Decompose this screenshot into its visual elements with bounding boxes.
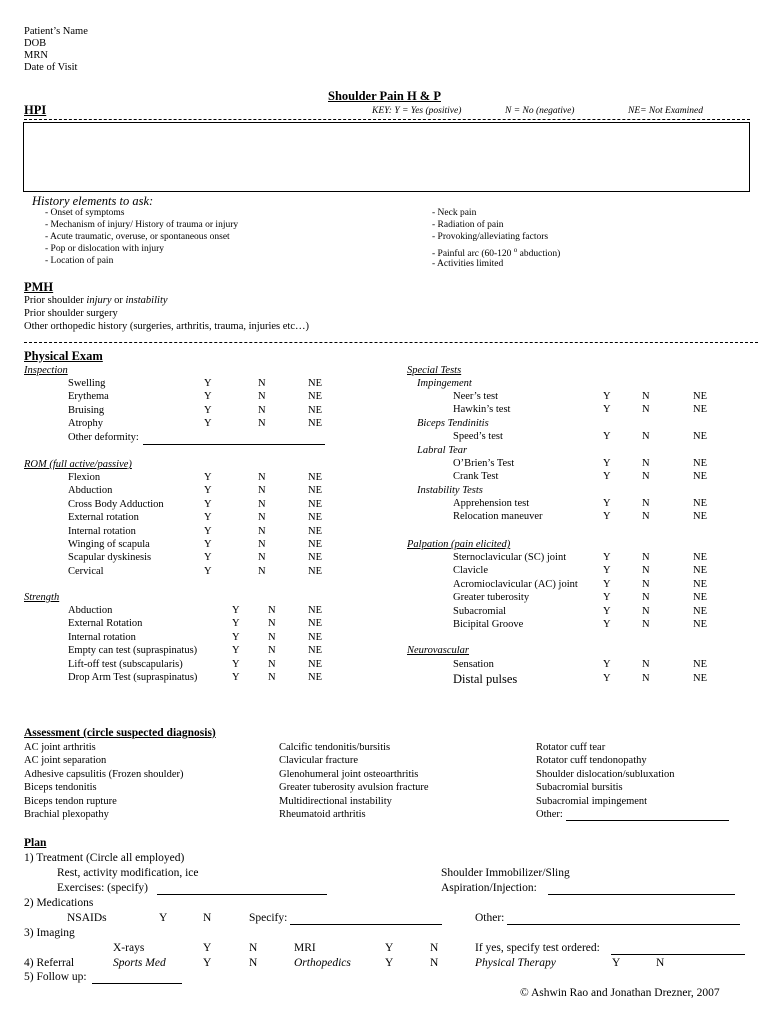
hpi-divider — [24, 119, 750, 120]
pmh-line-3: Other orthopedic history (surgeries, arthritis, trauma, injuries etc…) — [24, 321, 309, 332]
specify-line[interactable] — [290, 924, 442, 925]
strength-option-ne[interactable]: NE — [308, 645, 322, 657]
rom-option-no[interactable]: N — [258, 472, 266, 483]
palpation-option-ne[interactable]: NE — [693, 592, 707, 604]
mri-label: MRI — [294, 942, 316, 954]
strength-option-ne[interactable]: NE — [308, 605, 322, 616]
rest-option[interactable]: Rest, activity modification, ice — [57, 867, 199, 879]
diagnosis-option[interactable]: Subacromial bursitis — [536, 782, 623, 794]
other-med-line[interactable] — [507, 924, 740, 925]
palpation-option-no[interactable]: N — [642, 605, 650, 617]
key-ne: NE= Not Examined — [628, 106, 704, 116]
xrays-no[interactable]: N — [249, 942, 258, 954]
pmh-divider — [24, 342, 758, 343]
palpation-option-yes[interactable]: Y — [603, 619, 611, 630]
neuro-option-no[interactable]: N — [642, 673, 650, 684]
physical-exam-heading: Physical Exam — [24, 349, 103, 363]
strength-item: Internal rotation — [68, 631, 136, 643]
history-item: - Location of pain — [45, 256, 114, 266]
inspection-option-no[interactable]: N — [258, 391, 266, 403]
inspection-item: Bruising — [68, 404, 105, 416]
pmh-line-1: Prior shoulder injury or instability — [24, 295, 168, 306]
other-diagnosis-line[interactable] — [566, 820, 729, 821]
neuro-item: Sensation — [453, 659, 494, 670]
mri-no[interactable]: N — [430, 942, 439, 954]
impingement-label: Impingement — [417, 378, 472, 389]
rom-option-no[interactable]: N — [258, 485, 266, 497]
key-yes: KEY: Y = Yes (positive) — [372, 106, 462, 116]
rom-option-ne[interactable]: NE — [308, 498, 322, 510]
special-test-option-no[interactable]: N — [642, 458, 650, 469]
strength-option-yes[interactable]: Y — [232, 658, 240, 670]
strength-label: Strength — [24, 592, 60, 603]
inspection-option-yes[interactable]: Y — [204, 418, 212, 430]
medications-label: 2) Medications — [24, 897, 94, 909]
pmh-heading: PMH — [24, 280, 54, 294]
orthopedics-label: Orthopedics — [294, 957, 351, 969]
rom-option-yes[interactable]: Y — [204, 472, 212, 483]
neuro-option-ne[interactable]: NE — [693, 673, 707, 684]
palpation-item: Clavicle — [453, 565, 488, 577]
rom-item: External rotation — [68, 512, 139, 524]
strength-option-no[interactable]: N — [268, 618, 276, 630]
history-heading: History elements to ask: — [32, 194, 154, 208]
palpation-option-ne[interactable]: NE — [693, 565, 707, 577]
palpation-item: Bicipital Groove — [453, 619, 524, 630]
rom-option-ne[interactable]: NE — [308, 472, 322, 483]
strength-option-yes[interactable]: Y — [232, 645, 240, 657]
mrn-label: MRN — [24, 50, 48, 61]
special-test-option-yes[interactable]: Y — [603, 391, 611, 402]
form-title: Shoulder Pain H & P — [328, 89, 441, 103]
diagnosis-option[interactable]: Biceps tendon rupture — [24, 795, 117, 807]
plan-heading: Plan — [24, 837, 47, 849]
rom-option-ne[interactable]: NE — [308, 552, 322, 564]
biceps-tendinitis-label: Biceps Tendinitis — [417, 418, 489, 429]
diagnosis-option[interactable]: Other: — [536, 809, 563, 820]
rom-item: Winging of scapula — [68, 539, 150, 550]
special-test-option-ne[interactable]: NE — [693, 471, 707, 483]
inspection-option-ne[interactable]: NE — [308, 418, 322, 430]
palpation-option-ne[interactable]: NE — [693, 605, 707, 617]
history-item: - Neck pain — [432, 208, 477, 218]
rom-item: Internal rotation — [68, 525, 136, 537]
special-test-option-no[interactable]: N — [642, 391, 650, 402]
strength-option-no[interactable]: N — [268, 631, 276, 643]
special-test-option-no[interactable]: N — [642, 471, 650, 483]
rom-item: Cross Body Adduction — [68, 498, 164, 510]
palpation-option-no[interactable]: N — [642, 578, 650, 590]
imaging-label: 3) Imaging — [24, 927, 75, 939]
inspection-option-yes[interactable]: Y — [204, 378, 212, 389]
nsaids-label: NSAIDs — [67, 912, 107, 924]
palpation-item: Acromioclavicular (AC) joint — [453, 578, 578, 590]
special-test-item: Speed’s test — [453, 431, 503, 442]
aspiration-label: Aspiration/Injection: — [441, 882, 537, 894]
rom-option-yes[interactable]: Y — [204, 498, 212, 510]
strength-option-yes[interactable]: Y — [232, 618, 240, 630]
palpation-item: Subacromial — [453, 605, 507, 617]
rom-option-ne[interactable]: NE — [308, 539, 322, 550]
history-item: - Mechanism of injury/ History of trauma or injury — [45, 220, 239, 230]
pmh-line-2: Prior shoulder surgery — [24, 308, 118, 319]
hpi-heading: HPI — [24, 103, 47, 117]
diagnosis-option[interactable]: Glenohumeral joint osteoarthritis — [279, 768, 419, 780]
inspection-option-no[interactable]: N — [258, 404, 266, 416]
patient-name-label: Patient’s Name — [24, 26, 88, 37]
key-no: N = No (negative) — [505, 106, 575, 116]
palpation-option-yes[interactable]: Y — [603, 605, 611, 617]
date-of-visit-label: Date of Visit — [24, 62, 78, 73]
palpation-option-no[interactable]: N — [642, 619, 650, 630]
rom-option-yes[interactable]: Y — [204, 552, 212, 564]
exercises-line[interactable] — [157, 894, 327, 895]
palpation-option-ne[interactable]: NE — [693, 619, 707, 630]
history-item: - Pop or dislocation with injury — [45, 244, 165, 254]
rom-option-no[interactable]: N — [258, 539, 266, 550]
history-item: - Radiation of pain — [432, 220, 504, 230]
specify-label: Specify: — [249, 912, 288, 924]
special-test-item: Neer’s test — [453, 391, 498, 402]
sports-med-yes[interactable]: Y — [203, 957, 212, 969]
mri-yes[interactable]: Y — [385, 942, 394, 954]
exercises-label: Exercises: (specify) — [57, 882, 149, 894]
diagnosis-option[interactable]: Calcific tendonitis/bursitis — [279, 742, 391, 753]
rom-option-yes[interactable]: Y — [204, 485, 212, 497]
special-test-option-yes[interactable]: Y — [603, 511, 611, 523]
orthopedics-yes[interactable]: Y — [385, 957, 394, 969]
rom-option-no[interactable]: N — [258, 552, 266, 564]
neurovascular-label: Neurovascular — [407, 645, 470, 656]
xrays-yes[interactable]: Y — [203, 942, 212, 954]
diagnosis-option[interactable]: Rotator cuff tendonopathy — [536, 755, 647, 767]
neuro-option-yes[interactable]: Y — [603, 673, 611, 684]
inspection-option-ne[interactable]: NE — [308, 391, 322, 403]
special-test-item: O’Brien’s Test — [453, 458, 515, 469]
rom-label: ROM (full active/passive) — [24, 459, 132, 470]
other-med-label: Other: — [475, 912, 505, 924]
strength-option-ne[interactable]: NE — [308, 618, 322, 630]
special-test-item: Crank Test — [453, 471, 499, 483]
special-test-option-no[interactable]: N — [642, 511, 650, 523]
palpation-label: Palpation (pain elicited) — [407, 539, 511, 550]
orthopedics-no[interactable]: N — [430, 957, 439, 969]
labral-tear-label: Labral Tear — [417, 445, 468, 456]
xrays-label: X-rays — [113, 942, 145, 954]
rom-option-yes[interactable]: Y — [204, 539, 212, 550]
neuro-option-ne[interactable]: NE — [693, 659, 707, 670]
rom-option-no[interactable]: N — [258, 498, 266, 510]
diagnosis-option[interactable]: Shoulder dislocation/subluxation — [536, 768, 675, 780]
special-test-item: Hawkin’s test — [453, 404, 511, 416]
physical-therapy-label: Physical Therapy — [475, 957, 556, 969]
history-item: - Onset of symptoms — [45, 208, 125, 218]
special-test-option-ne[interactable]: NE — [693, 391, 707, 402]
special-test-option-yes[interactable]: Y — [603, 431, 611, 442]
diagnosis-option[interactable]: Biceps tendonitis — [24, 782, 97, 794]
followup-label: 5) Follow up: — [24, 971, 87, 983]
pt-yes[interactable]: Y — [612, 957, 621, 969]
inspection-option-yes[interactable]: Y — [204, 404, 212, 416]
strength-item: External Rotation — [68, 618, 143, 630]
strength-option-ne[interactable]: NE — [308, 658, 322, 670]
palpation-item: Greater tuberosity — [453, 592, 530, 604]
rom-option-no[interactable]: N — [258, 512, 266, 524]
dob-label: DOB — [24, 38, 47, 49]
copyright: © Ashwin Rao and Jonathan Drezner, 2007 — [520, 987, 720, 999]
special-test-option-yes[interactable]: Y — [603, 471, 611, 483]
strength-option-no[interactable]: N — [268, 658, 276, 670]
inspection-option-ne[interactable]: NE — [308, 378, 322, 389]
inspection-label: Inspection — [24, 365, 68, 376]
strength-option-yes[interactable]: Y — [232, 631, 240, 643]
rom-item: Cervical — [68, 565, 104, 577]
strength-item: Drop Arm Test (supraspinatus) — [68, 672, 198, 683]
special-tests-label: Special Tests — [407, 365, 462, 376]
diagnosis-option[interactable]: AC joint arthritis — [24, 742, 96, 753]
rom-item: Scapular dyskinesis — [68, 552, 152, 564]
special-test-option-no[interactable]: N — [642, 431, 650, 442]
rom-item: Flexion — [68, 472, 101, 483]
hpi-text-box[interactable] — [23, 122, 750, 192]
sports-med-label: Sports Med — [113, 957, 166, 969]
strength-option-no[interactable]: N — [268, 672, 276, 683]
diagnosis-option[interactable]: AC joint separation — [24, 755, 107, 767]
palpation-option-yes[interactable]: Y — [603, 592, 611, 604]
rom-option-yes[interactable]: Y — [204, 525, 212, 537]
special-test-option-ne[interactable]: NE — [693, 498, 707, 509]
strength-option-yes[interactable]: Y — [232, 605, 240, 616]
nsaids-yes[interactable]: Y — [159, 912, 168, 924]
special-test-option-yes[interactable]: Y — [603, 498, 611, 509]
strength-item: Lift-off test (subscapularis) — [68, 658, 183, 670]
history-item: - Activities limited — [432, 259, 504, 269]
palpation-item: Sternoclavicular (SC) joint — [453, 552, 567, 563]
assessment-heading: Assessment (circle suspected diagnosis) — [24, 727, 216, 739]
diagnosis-option[interactable]: Adhesive capsulitis (Frozen shoulder) — [24, 768, 184, 780]
palpation-option-ne[interactable]: NE — [693, 578, 707, 590]
diagnosis-option[interactable]: Brachial plexopathy — [24, 809, 109, 820]
inspection-item: Atrophy — [68, 418, 103, 430]
special-test-item: Apprehension test — [453, 498, 530, 509]
strength-option-no[interactable]: N — [268, 645, 276, 657]
referral-label: 4) Referral — [24, 957, 75, 969]
test-ordered-line[interactable] — [611, 954, 745, 955]
palpation-option-yes[interactable]: Y — [603, 565, 611, 577]
diagnosis-option[interactable]: Multidirectional instability — [279, 795, 392, 807]
treatment-label: 1) Treatment (Circle all employed) — [24, 852, 185, 864]
rom-option-yes[interactable]: Y — [204, 565, 212, 577]
inspection-option-no[interactable]: N — [258, 378, 266, 389]
nsaids-no[interactable]: N — [203, 912, 212, 924]
history-item-painful-arc: - Painful arc (60-120 $^o$ abduction) — [432, 246, 561, 260]
neuro-item: Distal pulses — [453, 672, 518, 686]
palpation-option-no[interactable]: N — [642, 552, 650, 563]
other-deformity-label: Other deformity: — [68, 431, 139, 443]
rom-item: Abduction — [68, 485, 113, 497]
rom-option-ne[interactable]: NE — [308, 525, 322, 537]
special-test-option-no[interactable]: N — [642, 404, 650, 416]
inspection-option-yes[interactable]: Y — [204, 391, 212, 403]
special-test-option-yes[interactable]: Y — [603, 404, 611, 416]
palpation-option-ne[interactable]: NE — [693, 552, 707, 563]
special-test-option-ne[interactable]: NE — [693, 431, 707, 442]
inspection-item: Erythema — [68, 391, 109, 403]
palpation-option-no[interactable]: N — [642, 565, 650, 577]
strength-option-ne[interactable]: NE — [308, 672, 322, 683]
rom-option-yes[interactable]: Y — [204, 512, 212, 524]
instability-tests-label: Instability Tests — [417, 485, 483, 496]
inspection-option-no[interactable]: N — [258, 418, 266, 430]
diagnosis-option[interactable]: Subacromial impingement — [536, 795, 648, 807]
neuro-option-yes[interactable]: Y — [603, 659, 611, 670]
palpation-option-no[interactable]: N — [642, 592, 650, 604]
special-test-option-no[interactable]: N — [642, 498, 650, 509]
sling-option[interactable]: Shoulder Immobilizer/Sling — [441, 867, 570, 879]
rom-option-ne[interactable]: NE — [308, 512, 322, 524]
strength-item: Empty can test (supraspinatus) — [68, 645, 198, 657]
pt-no[interactable]: N — [656, 957, 665, 969]
rom-option-ne[interactable]: NE — [308, 485, 322, 497]
diagnosis-option[interactable]: Rheumatoid arthritis — [279, 809, 366, 820]
aspiration-line[interactable] — [548, 894, 735, 895]
strength-option-ne[interactable]: NE — [308, 631, 322, 643]
diagnosis-option[interactable]: Greater tuberosity avulsion fracture — [279, 782, 429, 794]
palpation-option-yes[interactable]: Y — [603, 578, 611, 590]
strength-item: Abduction — [68, 605, 113, 616]
history-item: - Acute traumatic, overuse, or spontaneous onset — [45, 232, 230, 242]
diagnosis-option[interactable]: Clavicular fracture — [279, 755, 358, 767]
special-test-option-ne[interactable]: NE — [693, 458, 707, 469]
sports-med-no[interactable]: N — [249, 957, 258, 969]
special-test-option-yes[interactable]: Y — [603, 458, 611, 469]
test-ordered-label: If yes, specify test ordered: — [475, 942, 600, 954]
rom-option-no[interactable]: N — [258, 525, 266, 537]
followup-line[interactable] — [92, 983, 182, 984]
neuro-option-no[interactable]: N — [642, 659, 650, 670]
rom-option-ne[interactable]: NE — [308, 565, 322, 577]
special-test-item: Relocation maneuver — [453, 511, 543, 523]
special-test-option-ne[interactable]: NE — [693, 404, 707, 416]
strength-option-no[interactable]: N — [268, 605, 276, 616]
history-item: - Provoking/alleviating factors — [432, 232, 549, 242]
inspection-option-ne[interactable]: NE — [308, 404, 322, 416]
palpation-option-yes[interactable]: Y — [603, 552, 611, 563]
special-test-option-ne[interactable]: NE — [693, 511, 707, 523]
rom-option-no[interactable]: N — [258, 565, 266, 577]
strength-option-yes[interactable]: Y — [232, 672, 240, 683]
diagnosis-option[interactable]: Rotator cuff tear — [536, 742, 606, 753]
other-deformity-line[interactable] — [143, 444, 325, 445]
inspection-item: Swelling — [68, 378, 106, 389]
